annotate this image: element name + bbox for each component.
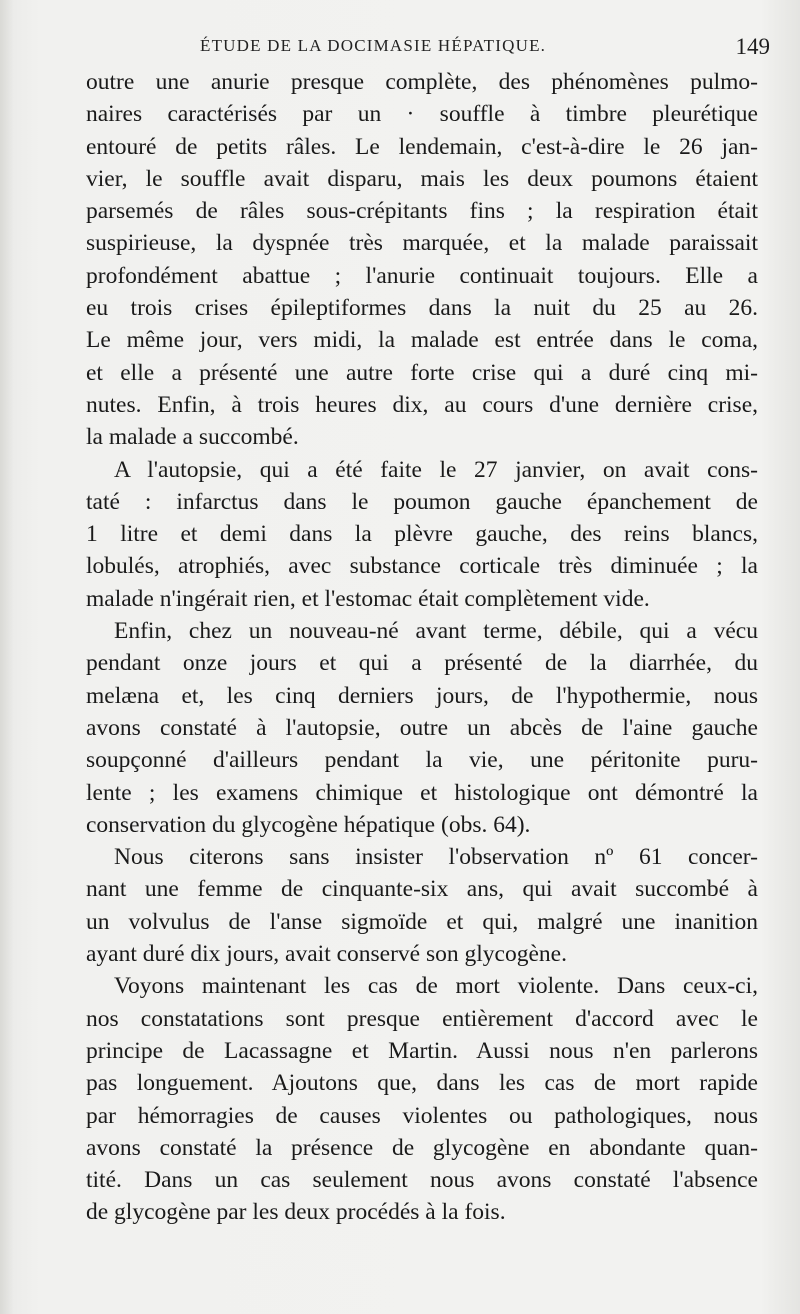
text-line: outre une anurie presque complète, des phénomènes pulmo- — [86, 69, 758, 95]
text-line: lobulés, atrophiés, avec substance corticale très diminuée ; la — [86, 553, 758, 580]
text-line: nant une femme de cinquante-six ans, qui avait succombé à — [86, 876, 758, 903]
text-line: suspirieuse, la dyspnée très marquée, et la malade paraissait — [86, 230, 758, 257]
page-number: 149 — [735, 34, 770, 59]
text-line: melæna et, les cinq derniers jours, de l'hypothermie, nous — [86, 682, 758, 709]
text-line: parsemés de râles sous-crépitants fins ; la respiration était — [86, 198, 758, 225]
text-line: taté : infarctus dans le poumon gauche épanchement de — [86, 488, 758, 515]
body-text — [86, 66, 758, 1229]
text-line: vier, le souffle avait disparu, mais les deux poumons étaient — [86, 165, 758, 192]
text-line: nos constatations sont presque entièrement d'accord avec le — [86, 1005, 758, 1032]
text-line: soupçonné d'ailleurs pendant la vie, une péritonite puru- — [86, 747, 758, 774]
text-line: A l'autopsie, qui a été faite le 27 janvier, on avait cons- — [114, 456, 758, 483]
paragraph-3 — [86, 615, 758, 841]
text-line: un volvulus de l'anse sigmoïde et qui, malgré une inanition — [86, 908, 758, 935]
text-line: pendant onze jours et qui a présenté de la diarrhée, du — [86, 650, 758, 677]
text-line: naires caractérisés par un · souffle à timbre pleurétique — [86, 101, 758, 128]
text-line: tité. Dans un cas seulement nous avons constaté l'absence — [86, 1167, 758, 1194]
paragraph-4 — [86, 841, 758, 970]
text-line: Enfin, chez un nouveau-né avant terme, débile, qui a vécu — [114, 618, 758, 645]
text-line: par hémorragies de causes violentes ou pathologiques, nous — [86, 1102, 758, 1129]
running-title: ÉTUDE DE LA DOCIMASIE HÉPATIQUE. — [200, 36, 547, 55]
paragraph-1 — [86, 66, 758, 454]
text-line: entouré de petits râles. Le lendemain, c'est-à-dire le 26 jan- — [86, 133, 758, 160]
text-line: avons constaté la présence de glycogène en abondante quan- — [86, 1134, 758, 1161]
text-line: avons constaté à l'autopsie, outre un abcès de l'aine gauche — [86, 714, 758, 741]
text-line: la malade a succombé. — [86, 424, 299, 451]
text-line: Le même jour, vers midi, la malade est entrée dans le coma, — [86, 327, 758, 354]
text-line: lente ; les examens chimique et histologique ont démontré la — [86, 779, 758, 806]
text-line: 1 litre et demi dans la plèvre gauche, des reins blancs, — [86, 521, 758, 548]
text-line: Nous citerons sans insister l'observation nº 61 concer- — [114, 844, 758, 871]
text-line: pas longuement. Ajoutons que, dans les cas de mort rapide — [86, 1070, 758, 1097]
text-line: conservation du glycogène hépatique (obs. 64). — [86, 811, 531, 838]
text-line: profondément abattue ; l'anurie continuait toujours. Elle a — [86, 262, 758, 289]
paragraph-5 — [86, 970, 758, 1228]
text-line: et elle a présenté une autre forte crise qui a duré cinq mi- — [86, 359, 758, 386]
text-line: de glycogène par les deux procédés à la fois. — [86, 1199, 506, 1226]
text-line: nutes. Enfin, à trois heures dix, au cours d'une dernière crise, — [86, 391, 758, 418]
text-line: principe de Lacassagne et Martin. Aussi nous n'en parlerons — [86, 1037, 758, 1064]
text-line: malade n'ingérait rien, et l'estomac était complètement vide. — [86, 585, 650, 612]
text-line: Voyons maintenant les cas de mort violente. Dans ceux-ci, — [114, 973, 758, 1000]
paragraph-2 — [86, 454, 758, 615]
text-line: ayant duré dix jours, avait conservé son glycogène. — [86, 941, 567, 968]
text-line: eu trois crises épileptiformes dans la nuit du 25 au 26. — [86, 295, 758, 322]
